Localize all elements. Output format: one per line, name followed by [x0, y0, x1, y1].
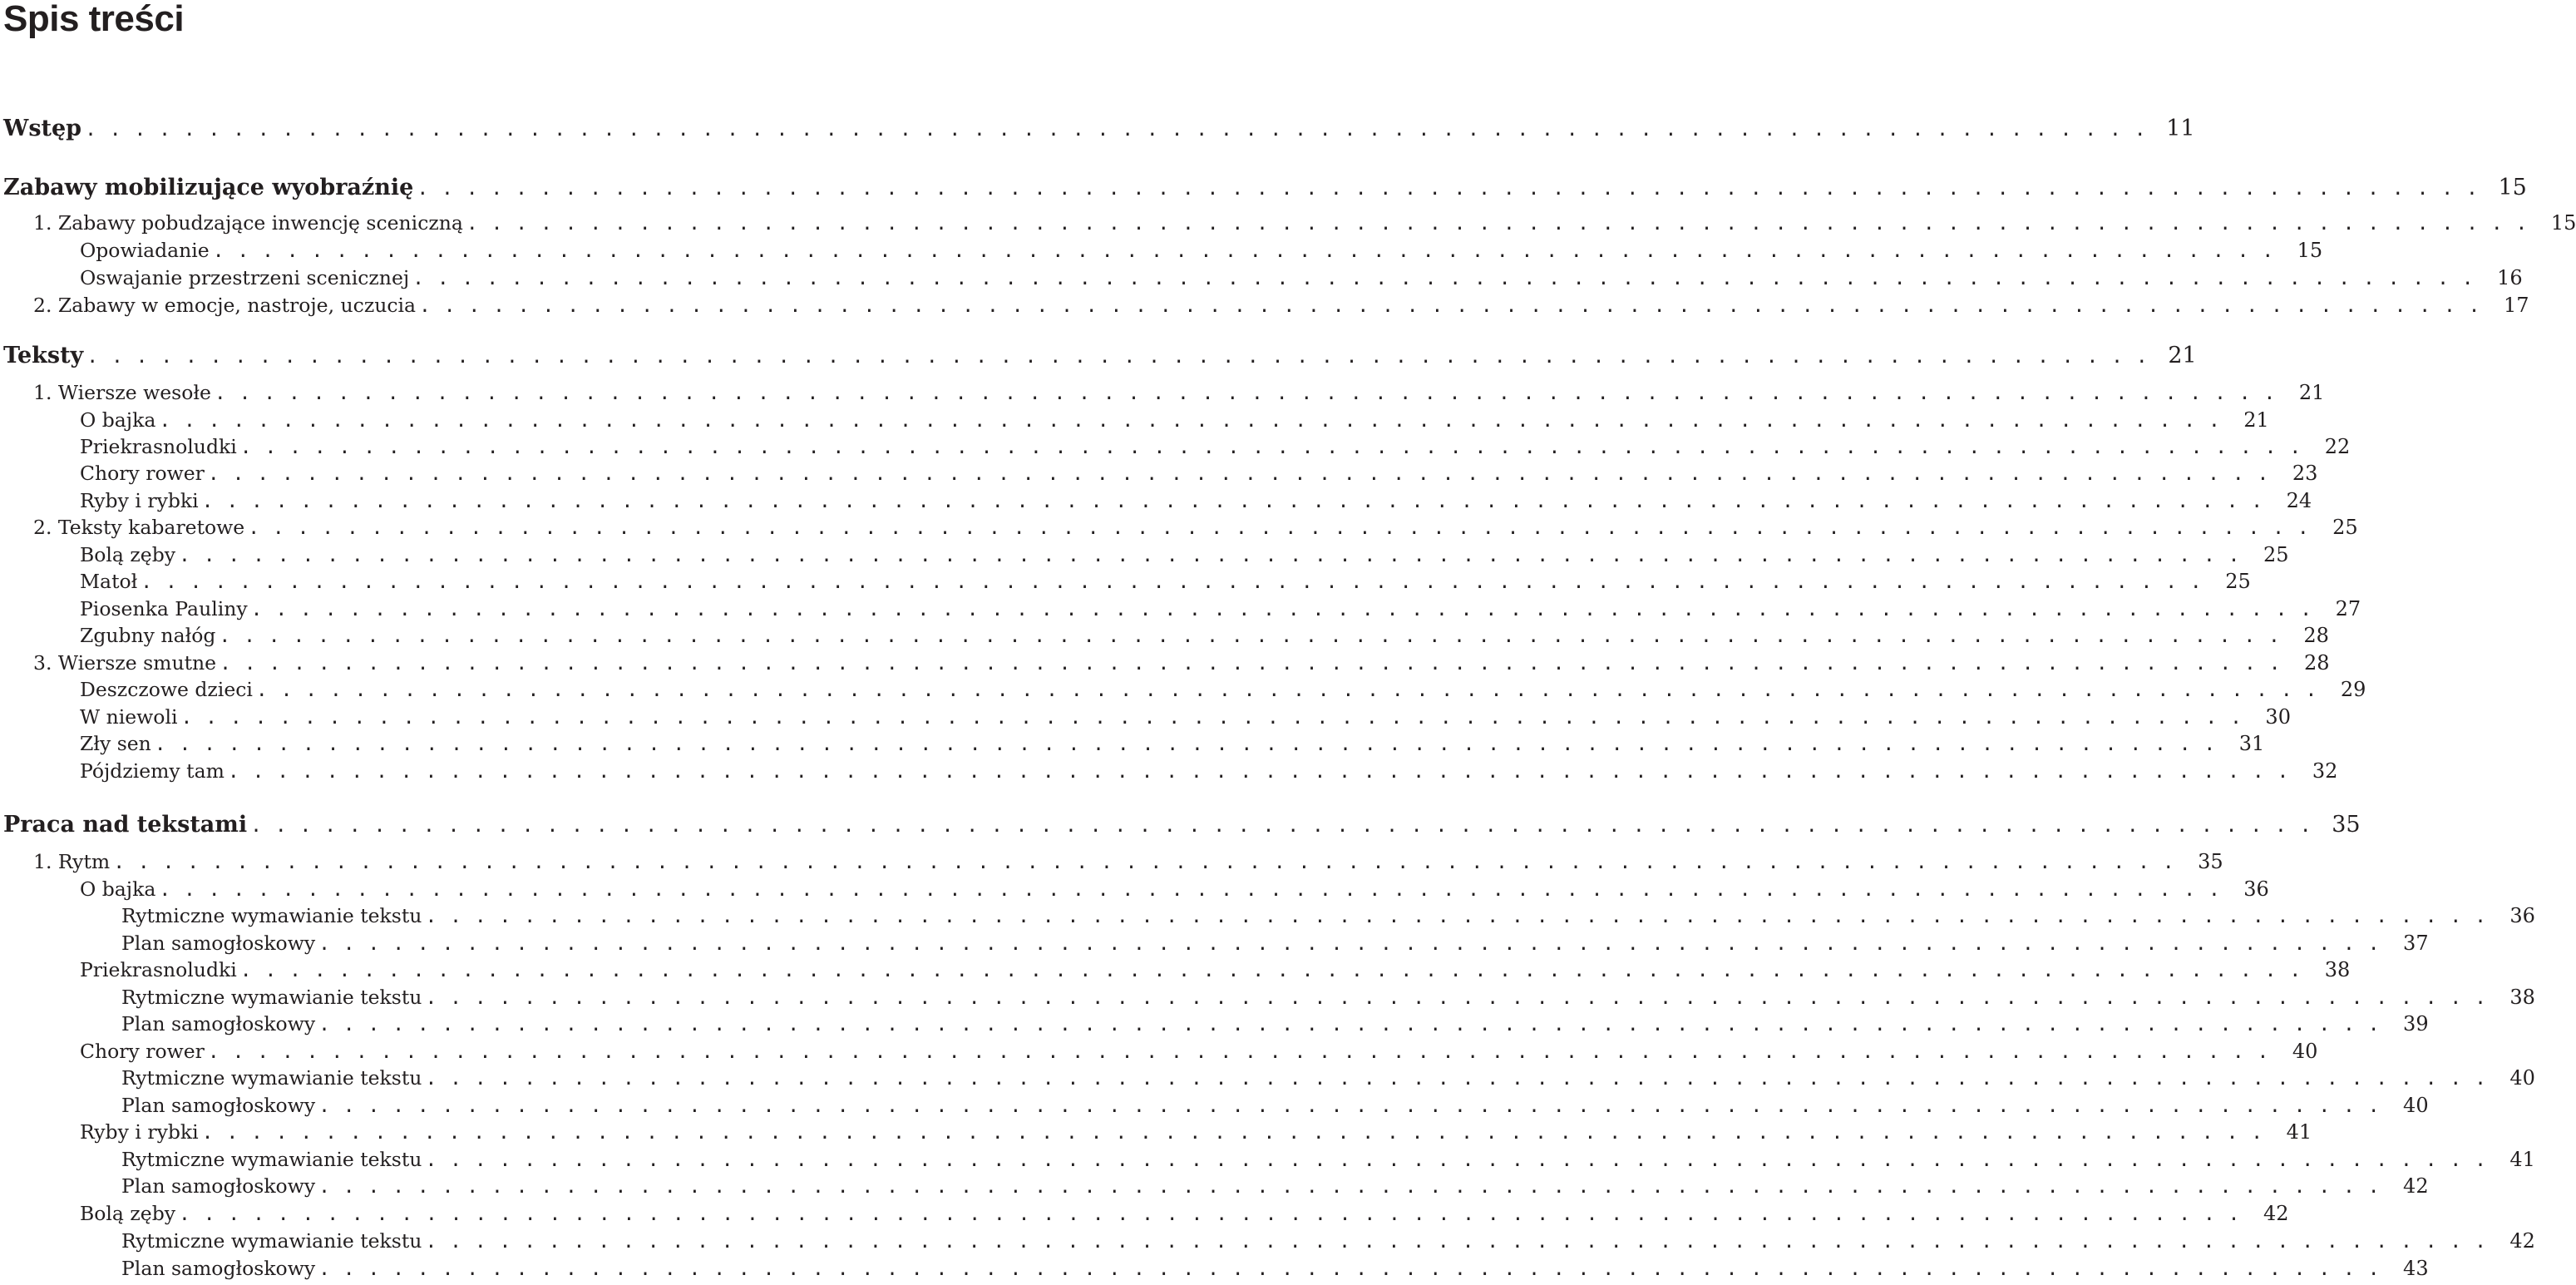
toc-page-number: 43	[2403, 1257, 2429, 1280]
toc-entry-label: Opowiadanie	[80, 239, 210, 262]
toc-entry[interactable]	[0, 1173, 2429, 1199]
toc-entry[interactable]	[0, 704, 2291, 730]
toc-entry[interactable]	[0, 1228, 2535, 1254]
toc-page-number: 35	[2198, 850, 2223, 873]
toc-entry[interactable]	[0, 433, 2351, 460]
toc-page-number: 15	[2297, 239, 2323, 262]
dot-leader	[256, 677, 2317, 704]
toc-page-number: 25	[2263, 543, 2289, 566]
toc-chapter[interactable]	[0, 341, 2197, 371]
toc-page-number: 36	[2509, 904, 2535, 927]
dot-leader	[425, 1147, 2486, 1174]
toc-entry[interactable]	[0, 292, 2529, 319]
dot-leader	[220, 650, 2281, 677]
dot-leader	[419, 293, 2480, 319]
toc-chapter[interactable]	[0, 114, 2195, 144]
dot-leader	[219, 623, 2280, 650]
toc-entry[interactable]	[0, 676, 2366, 703]
toc-page-number: 22	[2324, 435, 2351, 458]
dot-leader	[425, 903, 2486, 930]
toc-entry-label: Bolą zęby	[80, 1202, 176, 1225]
dot-leader	[412, 265, 2474, 292]
toc-entry-label: Chory rower	[80, 462, 205, 485]
toc-entry-label: Zły sen	[80, 732, 151, 755]
toc-entry[interactable]	[0, 1092, 2429, 1119]
toc-page-number: 17	[2503, 294, 2529, 317]
toc-entry[interactable]	[0, 876, 2269, 902]
toc-page-number: 25	[2225, 570, 2251, 593]
toc-chapter[interactable]	[0, 810, 2361, 840]
toc-page-number: 15	[2498, 175, 2527, 200]
toc-page-number: 42	[2263, 1202, 2289, 1225]
toc-entry-label: Bolą zęby	[80, 543, 176, 566]
dot-leader	[213, 238, 2274, 264]
dot-leader	[215, 380, 2276, 407]
toc-entry[interactable]	[0, 1200, 2289, 1227]
toc-entry[interactable]	[0, 596, 2361, 622]
toc-entry-label: O bajka	[80, 408, 156, 432]
toc-entry-label: 1. Zabawy pobudzające inwencję sceniczną	[33, 211, 463, 235]
toc-entry-label: Praca nad tekstami	[3, 812, 248, 838]
toc-entry[interactable]	[0, 730, 2265, 757]
toc-entry-label: 2. Teksty kabaretowe	[33, 516, 245, 539]
toc-entry-label: Pójdziemy tam	[80, 759, 225, 783]
toc-entry[interactable]	[0, 902, 2535, 929]
toc-entry[interactable]	[0, 1119, 2312, 1145]
toc-entry[interactable]	[0, 460, 2318, 487]
dot-leader	[85, 115, 2146, 145]
dot-leader	[179, 542, 2240, 569]
toc-entry[interactable]	[0, 956, 2351, 983]
toc-entry[interactable]	[0, 514, 2358, 541]
toc-page-number: 11	[2166, 116, 2195, 141]
toc-entry-label: 1. Wiersze wesołe	[33, 381, 211, 404]
dot-leader	[425, 985, 2486, 1011]
toc-entry[interactable]	[0, 1011, 2429, 1037]
dot-leader	[159, 877, 2220, 903]
dot-leader	[228, 759, 2289, 785]
toc-entry-label: Zabawy mobilizujące wyobraźnię	[3, 175, 414, 200]
dot-leader	[250, 811, 2312, 841]
toc-entry[interactable]	[0, 264, 2523, 291]
dot-leader	[425, 1228, 2486, 1255]
dot-leader	[141, 569, 2202, 596]
dot-leader	[251, 596, 2312, 623]
toc-entry-label: Priekrasnoludki	[80, 435, 237, 458]
toc-page-number: 37	[2403, 932, 2429, 955]
dot-leader	[318, 1174, 2380, 1200]
toc-entry-label: Plan samogłoskowy	[121, 1012, 316, 1035]
toc-entry-label: Deszczowe dzieci	[80, 678, 253, 701]
dot-leader	[180, 704, 2242, 731]
dot-leader	[318, 1256, 2380, 1283]
dot-leader	[113, 849, 2174, 876]
toc-entry-label: Rytmiczne wymawianie tekstu	[121, 986, 422, 1009]
toc-page-number: 40	[2292, 1040, 2318, 1063]
toc-page-number: 28	[2304, 651, 2330, 675]
toc-page-number: 24	[2286, 489, 2312, 512]
toc-entry[interactable]	[0, 210, 2576, 236]
toc-entry[interactable]	[0, 622, 2329, 649]
dot-leader	[159, 408, 2220, 434]
toc-entry-label: 2. Zabawy w emocje, nastroje, uczucia	[33, 294, 417, 317]
toc-entry[interactable]	[0, 541, 2289, 568]
dot-leader	[425, 1065, 2486, 1092]
toc-page-number: 29	[2340, 678, 2366, 701]
toc-entry-label: O bajka	[80, 877, 156, 901]
toc-entry[interactable]	[0, 407, 2269, 433]
toc-entry-label: Rytmiczne wymawianie tekstu	[121, 1148, 422, 1171]
toc-page-number: 21	[2243, 408, 2269, 432]
dot-leader	[240, 434, 2302, 461]
toc-entry-label: Oswajanie przestrzeni scenicznej	[80, 266, 410, 289]
toc-entry-label: Plan samogłoskowy	[121, 1174, 316, 1198]
toc-page-number: 23	[2292, 462, 2318, 485]
dot-leader	[208, 1039, 2269, 1065]
toc-entry-label: Plan samogłoskowy	[121, 932, 316, 955]
toc-entry-label: Teksty	[3, 343, 84, 368]
dot-leader	[466, 210, 2528, 237]
dot-leader	[318, 1011, 2380, 1038]
toc-entry[interactable]	[0, 984, 2535, 1011]
page-title: Spis treści	[3, 0, 185, 39]
toc-entry-label: Plan samogłoskowy	[121, 1257, 316, 1280]
toc-entry[interactable]	[0, 1146, 2535, 1173]
toc-page-number: 15	[2550, 211, 2576, 235]
toc-page-number: 16	[2497, 266, 2523, 289]
dot-leader	[318, 1093, 2380, 1119]
toc-entry-label: Zgubny nałóg	[80, 624, 216, 647]
toc-entry[interactable]	[0, 1065, 2535, 1091]
toc-entry-label: Chory rower	[80, 1040, 205, 1063]
dot-leader	[202, 488, 2263, 515]
dot-leader	[248, 515, 2309, 541]
toc-entry-label: 3. Wiersze smutne	[33, 651, 217, 675]
dot-leader	[179, 1201, 2240, 1228]
toc-entry-label: 1. Rytm	[33, 850, 111, 873]
toc-entry-label: Wstęp	[3, 116, 82, 141]
dot-leader	[208, 461, 2269, 487]
toc-page-number: 42	[2509, 1229, 2535, 1253]
toc-entry-label: Rytmiczne wymawianie tekstu	[121, 904, 422, 927]
toc-entry[interactable]	[0, 650, 2330, 676]
toc-entry[interactable]	[0, 758, 2338, 784]
toc-page-number: 35	[2332, 812, 2361, 838]
dot-leader	[202, 1119, 2263, 1146]
toc-page-number: 40	[2403, 1094, 2429, 1117]
toc-page-number: 28	[2303, 624, 2329, 647]
toc-page-number: 40	[2509, 1066, 2535, 1090]
toc-page-number: 21	[2298, 381, 2325, 404]
dot-leader	[155, 731, 2216, 758]
toc-entry[interactable]	[0, 379, 2325, 406]
toc-page-number: 32	[2312, 759, 2338, 783]
toc-entry-label: W niewoli	[80, 705, 178, 729]
toc-entry[interactable]	[0, 930, 2429, 956]
toc-page-number: 30	[2265, 705, 2291, 729]
toc-page-number: 27	[2335, 597, 2361, 620]
toc-entry-label: Piosenka Pauliny	[80, 597, 248, 620]
dot-leader	[417, 174, 2478, 204]
toc-entry[interactable]	[0, 487, 2312, 514]
toc-page-number: 41	[2509, 1148, 2535, 1171]
toc-chapter[interactable]	[0, 173, 2527, 203]
toc-entry[interactable]	[0, 1038, 2318, 1065]
toc-entry-label: Ryby i rybki	[80, 1120, 199, 1144]
toc-page-number: 21	[2168, 343, 2197, 368]
toc-page-number: 31	[2238, 732, 2265, 755]
toc-page-number: 38	[2509, 986, 2535, 1009]
toc-entry-label: Ryby i rybki	[80, 489, 199, 512]
toc-entry-label: Rytmiczne wymawianie tekstu	[121, 1066, 422, 1090]
dot-leader	[86, 342, 2148, 372]
dot-leader	[318, 931, 2380, 957]
toc-page-number: 25	[2332, 516, 2358, 539]
toc-page-number: 42	[2403, 1174, 2429, 1198]
toc-page-number: 36	[2243, 877, 2269, 901]
toc-entry[interactable]	[0, 568, 2251, 595]
dot-leader	[240, 957, 2302, 984]
toc-page-number: 39	[2403, 1012, 2429, 1035]
toc-entry-label: Priekrasnoludki	[80, 958, 237, 981]
toc-page-number: 41	[2286, 1120, 2312, 1144]
toc-entry-label: Plan samogłoskowy	[121, 1094, 316, 1117]
toc-entry-label: Rytmiczne wymawianie tekstu	[121, 1229, 422, 1253]
toc-entry-label: Matoł	[80, 570, 138, 593]
toc-page-number: 38	[2324, 958, 2351, 981]
toc-entry[interactable]	[0, 848, 2223, 875]
toc-entry[interactable]	[0, 1255, 2429, 1282]
toc-entry[interactable]	[0, 237, 2323, 264]
